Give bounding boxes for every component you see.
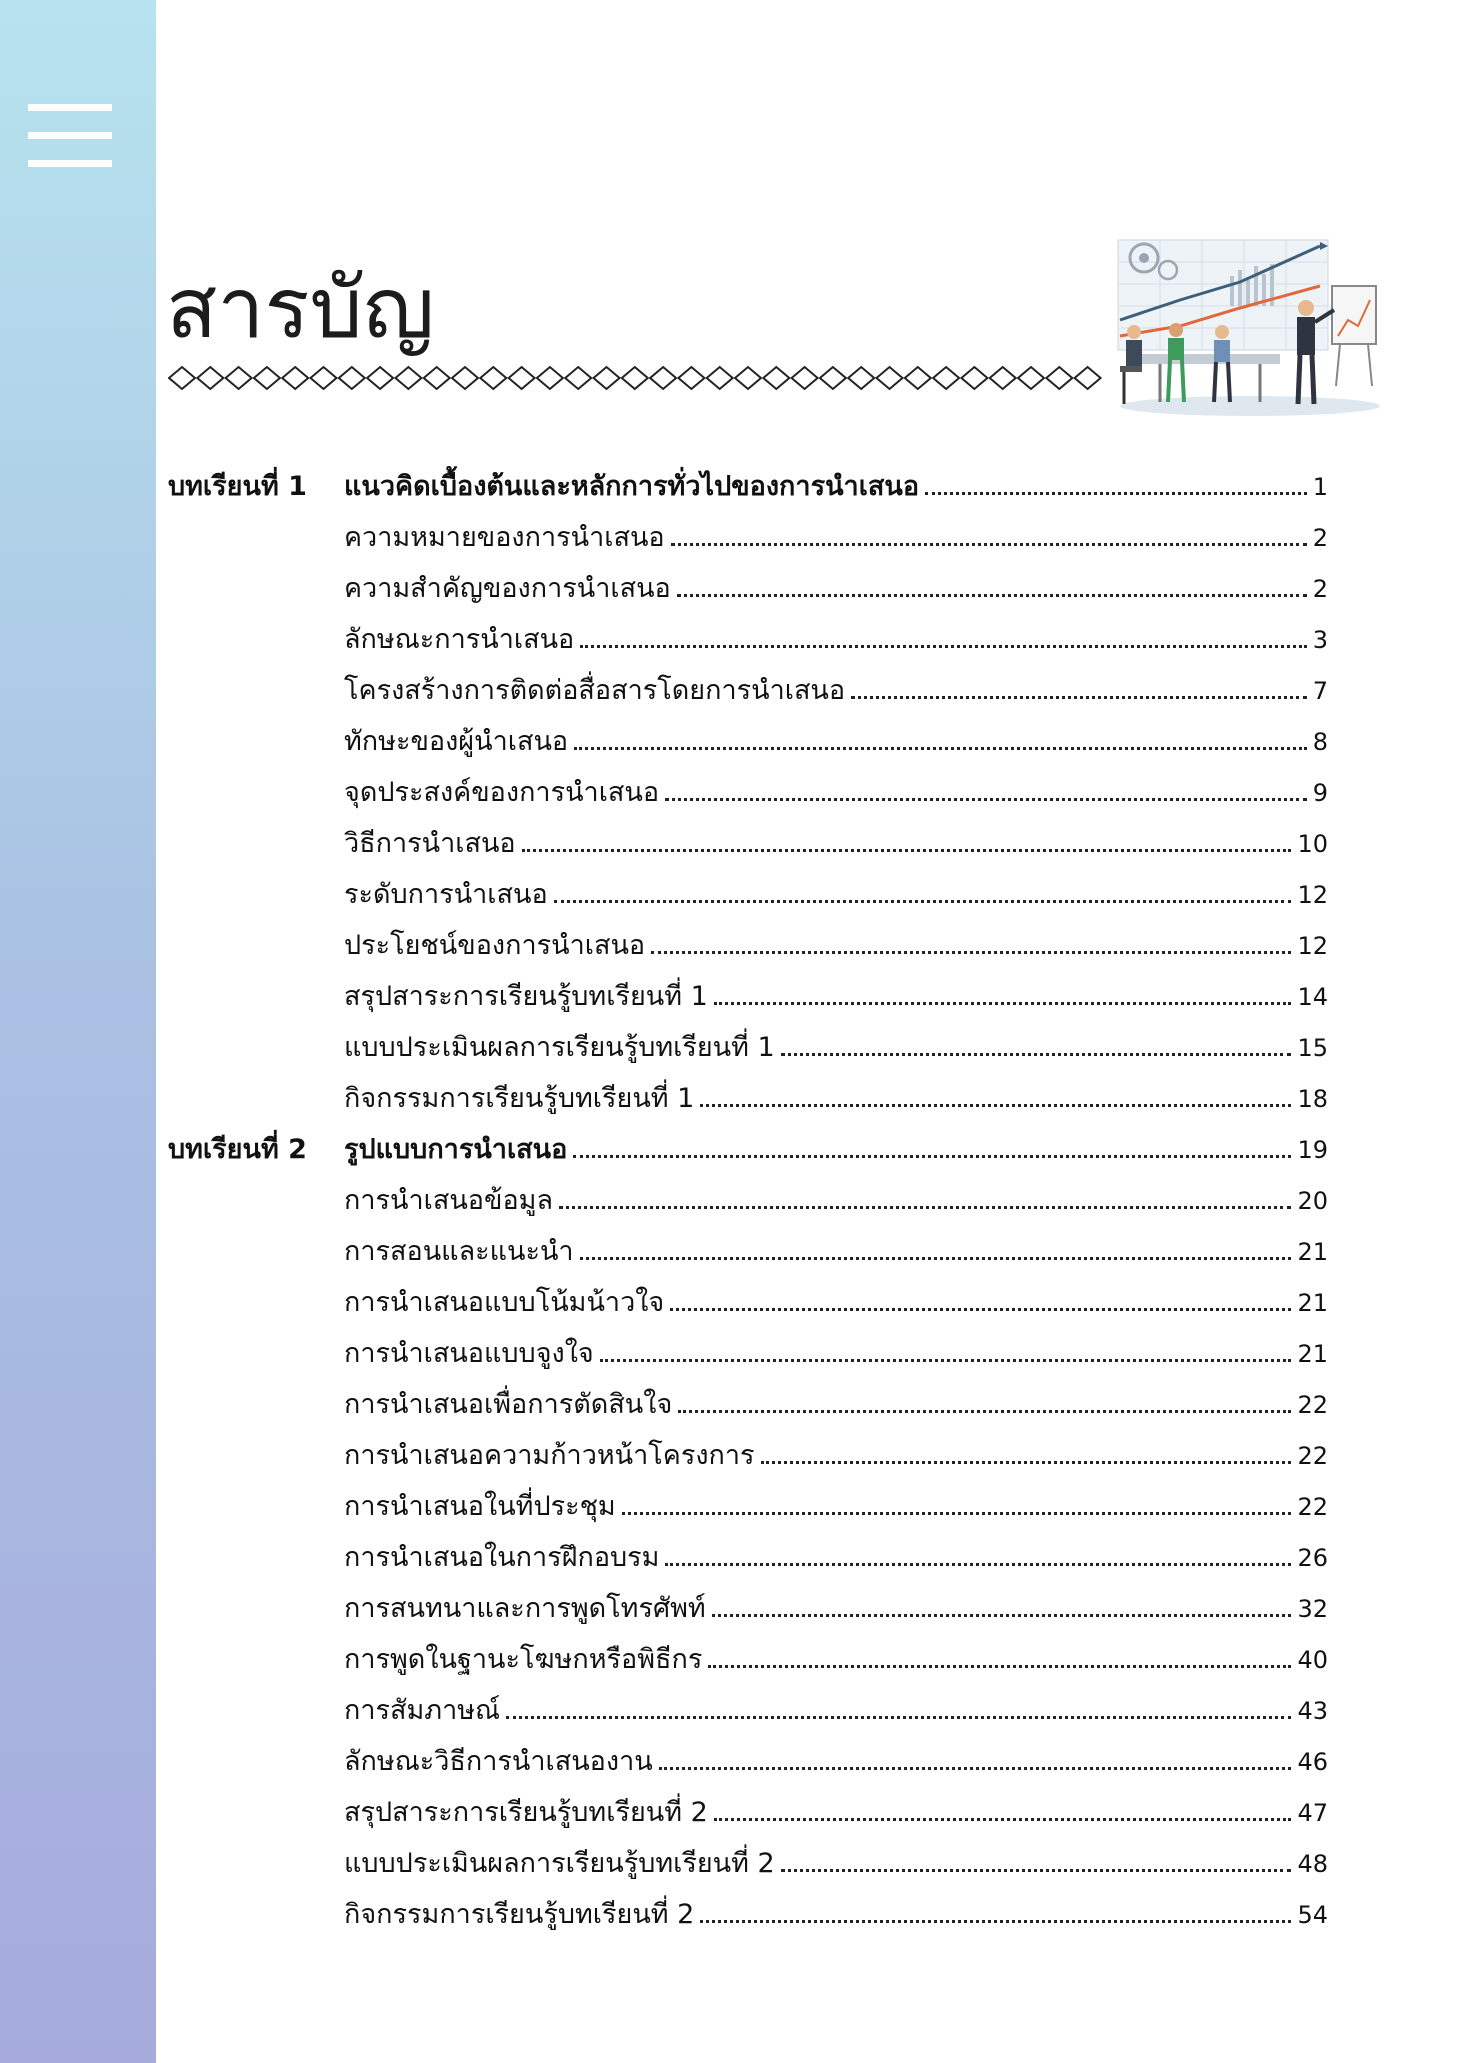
diamond-shape: [792, 367, 818, 389]
toc-entry-row[interactable]: [168, 1637, 1328, 1688]
toc-entry: [344, 1382, 1328, 1425]
toc-entry: [344, 719, 1328, 762]
dot-leader: [677, 593, 1307, 597]
toc-entry-title: สรุปสาระการเรียนรู้บทเรียนที่ 2: [344, 1797, 708, 1828]
toc-entry-row[interactable]: [168, 923, 1328, 974]
toc-entry-row[interactable]: [168, 1535, 1328, 1586]
toc-page-number: 46: [1297, 1748, 1328, 1776]
toc-entry: [344, 1025, 1328, 1068]
toc-page-number: 22: [1297, 1493, 1328, 1521]
toc-page-number: 21: [1297, 1289, 1328, 1317]
toc-entry-row[interactable]: [168, 1484, 1328, 1535]
toc-entry-row[interactable]: [168, 974, 1328, 1025]
diamond-shape: [763, 367, 789, 389]
diamond-shape: [339, 367, 365, 389]
dot-leader: [665, 797, 1307, 801]
toc-entry-title: ลักษณะการนำเสนอ: [344, 624, 575, 655]
diamond-shape: [480, 367, 506, 389]
toc-entry-row[interactable]: [168, 1331, 1328, 1382]
toc-entry-title: แบบประเมินผลการเรียนรู้บทเรียนที่ 2: [344, 1848, 775, 1879]
toc-entry: [344, 464, 1328, 507]
toc-entry-row[interactable]: [168, 872, 1328, 923]
toc-entry-row[interactable]: [168, 668, 1328, 719]
toc-entry: [344, 1892, 1328, 1935]
diamond-divider: [168, 364, 1108, 392]
toc-chapter-row[interactable]: [168, 1127, 1328, 1178]
toc-page-number: 1: [1312, 473, 1328, 501]
toc-entry-title: รูปแบบการนำเสนอ: [344, 1134, 568, 1165]
toc-entry-title: การสนทนาและการพูดโทรศัพท์: [344, 1593, 706, 1624]
dot-leader: [708, 1664, 1291, 1668]
dot-leader: [671, 542, 1307, 546]
dot-leader: [659, 1766, 1292, 1770]
toc-entry-row[interactable]: [168, 515, 1328, 566]
toc-page-number: 10: [1297, 830, 1328, 858]
diamond-shape: [197, 367, 223, 389]
dot-leader: [851, 695, 1307, 699]
toc-entry: [344, 1331, 1328, 1374]
diamond-shape: [877, 367, 903, 389]
toc-entry-row[interactable]: [168, 1688, 1328, 1739]
side-color-band: [0, 0, 156, 2063]
toc-entry-title: การสัมภาษณ์: [344, 1695, 501, 1726]
diamond-shape: [1075, 367, 1101, 389]
diamond-shape: [905, 367, 931, 389]
toc-entry-row[interactable]: [168, 617, 1328, 668]
dot-leader: [600, 1358, 1292, 1362]
diamond-shape: [622, 367, 648, 389]
diamond-shape: [395, 367, 421, 389]
toc-page-number: 7: [1312, 677, 1328, 705]
toc-entry: [344, 1586, 1328, 1629]
dot-leader: [700, 1919, 1291, 1923]
toc-page-number: 43: [1297, 1697, 1328, 1725]
diamond-shape: [594, 367, 620, 389]
toc-chapter-row[interactable]: [168, 464, 1328, 515]
dot-leader: [554, 899, 1292, 903]
toc-entry-title: ลักษณะวิธีการนำเสนองาน: [344, 1746, 653, 1777]
toc-entry-row[interactable]: [168, 770, 1328, 821]
diamond-shape: [735, 367, 761, 389]
toc-entry-row[interactable]: [168, 719, 1328, 770]
menu-lines-icon: [28, 104, 112, 188]
toc-entry-row[interactable]: [168, 1433, 1328, 1484]
diamond-shape: [169, 367, 195, 389]
dot-leader: [714, 1817, 1292, 1821]
toc-page-number: 2: [1312, 575, 1328, 603]
toc-page-number: 48: [1297, 1850, 1328, 1878]
toc-entry-row[interactable]: [168, 1739, 1328, 1790]
toc-entry-title: โครงสร้างการติดต่อสื่อสารโดยการนำเสนอ: [344, 675, 846, 706]
toc-entry-title: ประโยชน์ของการนำเสนอ: [344, 930, 646, 961]
toc-entry: [344, 1229, 1328, 1272]
dot-leader: [700, 1103, 1291, 1107]
diamond-shape: [226, 367, 252, 389]
toc-entry: [344, 1688, 1328, 1731]
diamond-shape: [820, 367, 846, 389]
toc-page-number: 12: [1297, 932, 1328, 960]
toc-entry: [344, 770, 1328, 813]
toc-entry: [344, 566, 1328, 609]
chapter-label: บทเรียนที่ 2: [168, 1134, 307, 1165]
toc-entry-row[interactable]: [168, 1586, 1328, 1637]
toc-page-number: 14: [1297, 983, 1328, 1011]
toc-entry: [344, 1637, 1328, 1680]
toc-entry-title: การนำเสนอแบบจูงใจ: [344, 1338, 594, 1369]
toc-entry: [344, 1841, 1328, 1884]
table-of-contents: [168, 464, 1328, 1943]
toc-entry-row[interactable]: [168, 1076, 1328, 1127]
chapter-label: บทเรียนที่ 1: [168, 471, 307, 502]
toc-entry: [344, 1280, 1328, 1323]
toc-entry-title: กิจกรรมการเรียนรู้บทเรียนที่ 1: [344, 1083, 695, 1114]
toc-page-number: 32: [1297, 1595, 1328, 1623]
toc-page-number: 3: [1312, 626, 1328, 654]
dot-leader: [925, 491, 1307, 495]
dot-leader: [665, 1562, 1291, 1566]
toc-page-number: 9: [1312, 779, 1328, 807]
dot-leader: [651, 950, 1291, 954]
toc-entry-title: วิธีการนำเสนอ: [344, 828, 516, 859]
dot-leader: [761, 1460, 1292, 1464]
toc-entry: [344, 821, 1328, 864]
dot-leader: [506, 1715, 1291, 1719]
page-title: สารบัญ: [166, 259, 435, 357]
toc-page-number: 8: [1312, 728, 1328, 756]
dot-leader: [781, 1052, 1292, 1056]
diamond-shape: [367, 367, 393, 389]
toc-page-number: 2: [1312, 524, 1328, 552]
toc-page-number: 26: [1297, 1544, 1328, 1572]
toc-entry-row[interactable]: [168, 821, 1328, 872]
dot-leader: [522, 848, 1292, 852]
toc-entry-title: แนวคิดเบื้องต้นและหลักการทั่วไปของการนำเสนอ: [344, 471, 920, 502]
diamond-shape: [707, 367, 733, 389]
diamond-shape: [282, 367, 308, 389]
toc-entry: [344, 1178, 1328, 1221]
dot-leader: [781, 1868, 1292, 1872]
toc-page-number: 15: [1297, 1034, 1328, 1062]
toc-entry-row[interactable]: [168, 1382, 1328, 1433]
toc-entry-row[interactable]: [168, 1025, 1328, 1076]
toc-entry: [344, 974, 1328, 1017]
dot-leader: [574, 746, 1307, 750]
toc-entry-row[interactable]: [168, 1280, 1328, 1331]
diamond-shape: [254, 367, 280, 389]
toc-page-number: 22: [1297, 1391, 1328, 1419]
diamond-shape: [678, 367, 704, 389]
toc-entry: [344, 515, 1328, 558]
diamond-shape: [848, 367, 874, 389]
toc-entry-title: สรุปสาระการเรียนรู้บทเรียนที่ 1: [344, 981, 708, 1012]
diamond-shape: [424, 367, 450, 389]
toc-page-number: 19: [1297, 1136, 1328, 1164]
toc-entry-row[interactable]: [168, 566, 1328, 617]
toc-entry-row[interactable]: [168, 1229, 1328, 1280]
diamond-shape: [961, 367, 987, 389]
dot-leader: [580, 644, 1306, 648]
diamond-shape: [537, 367, 563, 389]
diamond-shape: [452, 367, 478, 389]
toc-entry-title: ทักษะของผู้นำเสนอ: [344, 726, 569, 757]
toc-entry: [344, 1433, 1328, 1476]
toc-page-number: 22: [1297, 1442, 1328, 1470]
diamond-shape: [933, 367, 959, 389]
toc-entry-title: การนำเสนอในการฝึกอบรม: [344, 1542, 660, 1573]
toc-entry-title: กิจกรรมการเรียนรู้บทเรียนที่ 2: [344, 1899, 695, 1930]
toc-entry-row[interactable]: [168, 1841, 1328, 1892]
toc-entry-title: ความสำคัญของการนำเสนอ: [344, 573, 671, 604]
diamond-shape: [311, 367, 337, 389]
diamond-shape: [565, 367, 591, 389]
toc-entry-row[interactable]: [168, 1892, 1328, 1943]
toc-page-number: 40: [1297, 1646, 1328, 1674]
toc-entry-title: จุดประสงค์ของการนำเสนอ: [344, 777, 660, 808]
toc-entry-title: ความหมายของการนำเสนอ: [344, 522, 665, 553]
dot-leader: [712, 1613, 1292, 1617]
toc-entry: [344, 872, 1328, 915]
toc-entry: [344, 1790, 1328, 1833]
toc-entry-title: การนำเสนอแบบโน้มน้าวใจ: [344, 1287, 665, 1318]
toc-entry-title: การนำเสนอข้อมูล: [344, 1185, 554, 1216]
toc-entry-title: การสอนและแนะนำ: [344, 1236, 574, 1267]
toc-entry: [344, 1535, 1328, 1578]
dot-leader: [580, 1256, 1292, 1260]
toc-entry: [344, 923, 1328, 966]
toc-entry-title: ระดับการนำเสนอ: [344, 879, 548, 910]
toc-page-number: 21: [1297, 1340, 1328, 1368]
toc-entry-title: การนำเสนอในที่ประชุม: [344, 1491, 616, 1522]
toc-page-number: 21: [1297, 1238, 1328, 1266]
toc-entry-title: แบบประเมินผลการเรียนรู้บทเรียนที่ 1: [344, 1032, 775, 1063]
toc-entry: [344, 617, 1328, 660]
meeting-chart-illustration: [1110, 236, 1380, 420]
dot-leader: [559, 1205, 1291, 1209]
toc-entry: [344, 1739, 1328, 1782]
dot-leader: [573, 1154, 1291, 1158]
dot-leader: [678, 1409, 1291, 1413]
diamond-shape: [990, 367, 1016, 389]
toc-entry-title: การพูดในฐานะโฆษกหรือพิธีกร: [344, 1644, 703, 1675]
toc-page-number: 54: [1297, 1901, 1328, 1929]
toc-entry: [344, 1127, 1328, 1170]
dot-leader: [670, 1307, 1291, 1311]
toc-page-number: 47: [1297, 1799, 1328, 1827]
toc-entry: [344, 1484, 1328, 1527]
diamond-shape: [1046, 367, 1072, 389]
toc-page-number: 18: [1297, 1085, 1328, 1113]
toc-entry-row[interactable]: [168, 1178, 1328, 1229]
toc-page-number: 12: [1297, 881, 1328, 909]
dot-leader: [714, 1001, 1292, 1005]
toc-entry: [344, 668, 1328, 711]
toc-entry-title: การนำเสนอเพื่อการตัดสินใจ: [344, 1389, 673, 1420]
toc-entry-title: การนำเสนอความก้าวหน้าโครงการ: [344, 1440, 755, 1471]
toc-entry-row[interactable]: [168, 1790, 1328, 1841]
toc-entry: [344, 1076, 1328, 1119]
toc-page-number: 20: [1297, 1187, 1328, 1215]
diamond-shape: [1018, 367, 1044, 389]
dot-leader: [622, 1511, 1292, 1515]
diamond-shape: [509, 367, 535, 389]
diamond-shape: [650, 367, 676, 389]
